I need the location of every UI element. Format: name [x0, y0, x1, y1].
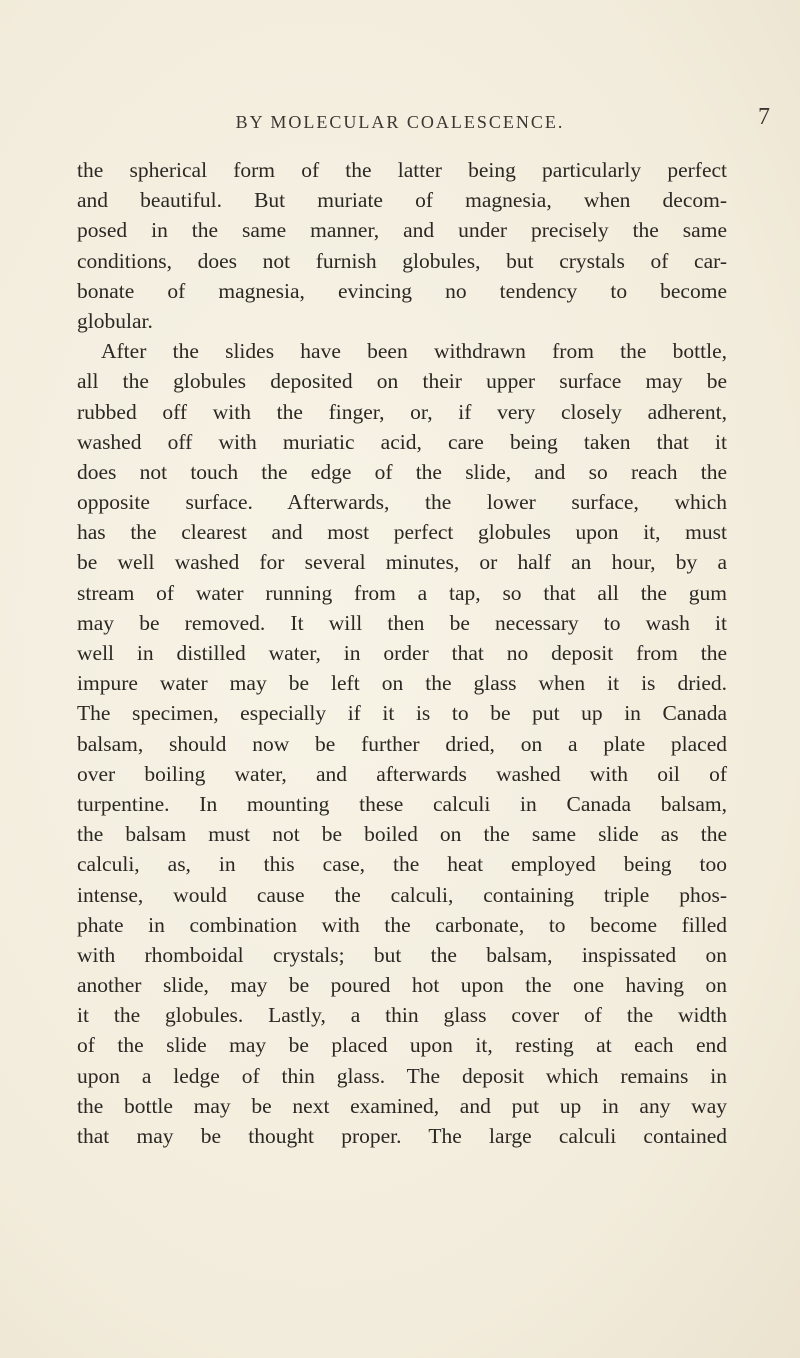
text-line: and beautiful. But muriate of magnesia, when decom-	[77, 188, 727, 213]
text-line: has the clearest and most perfect globules upon it, must	[77, 520, 727, 545]
text-line: all the globules deposited on their upper surface may be	[77, 369, 727, 394]
text-line: be well washed for several minutes, or half an hour, by a	[77, 550, 727, 575]
text-line: impure water may be left on the glass when it is dried.	[77, 671, 727, 696]
text-line: intense, would cause the calculi, containing triple phos-	[77, 882, 727, 907]
text-line: with rhomboidal crystals; but the balsam, inspissated on	[77, 942, 727, 967]
text-line: does not touch the edge of the slide, and so reach the	[77, 459, 727, 484]
text-line: rubbed off with the finger, or, if very closely adherent,	[77, 399, 727, 424]
text-line: that may be thought proper. The large calculi contained	[77, 1124, 727, 1148]
text-line: may be removed. It will then be necessary to wash it	[77, 610, 727, 635]
text-line: well in distilled water, in order that no deposit from the	[77, 641, 727, 665]
text-line: calculi, as, in this case, the heat employed being too	[77, 852, 727, 877]
text-line: stream of water running from a tap, so that all the gum	[77, 580, 727, 605]
text-line: over boiling water, and afterwards washed with oil of	[77, 761, 727, 786]
text-line: the spherical form of the latter being particularly perfect	[77, 158, 727, 182]
text-line: bonate of magnesia, evincing no tendency to become	[77, 278, 727, 303]
text-line: turpentine. In mounting these calculi in Canada balsam,	[77, 791, 727, 816]
text-line: conditions, does not furnish globules, but crystals of car-	[77, 248, 727, 273]
text-line: the balsam must not be boiled on the same slide as the	[77, 822, 727, 847]
text-line: upon a ledge of thin glass. The deposit which remains in	[77, 1063, 727, 1088]
text-line: opposite surface. Afterwards, the lower surface, which	[77, 490, 727, 515]
text-line: another slide, may be poured hot upon the one having on	[77, 973, 727, 998]
running-head: BY MOLECULAR COALESCENCE.	[235, 112, 565, 132]
text-line: After the slides have been withdrawn from the bottle,	[101, 339, 727, 364]
text-line: posed in the same manner, and under precisely the same	[77, 218, 727, 243]
body-text	[77, 155, 727, 1151]
text-line: washed off with muriatic acid, care being taken that it	[77, 429, 727, 454]
page-number: 7	[758, 104, 770, 130]
text-line: balsam, should now be further dried, on a plate placed	[77, 731, 727, 756]
text-line: globular.	[77, 308, 153, 333]
text-line: the bottle may be next examined, and put up in any way	[77, 1093, 727, 1118]
text-line: it the globules. Lastly, a thin glass cover of the width	[77, 1003, 727, 1028]
text-line: The specimen, especially if it is to be put up in Canada	[77, 701, 727, 726]
text-line: of the slide may be placed upon it, resting at each end	[77, 1033, 727, 1058]
text-line: phate in combination with the carbonate, to become filled	[77, 912, 727, 937]
